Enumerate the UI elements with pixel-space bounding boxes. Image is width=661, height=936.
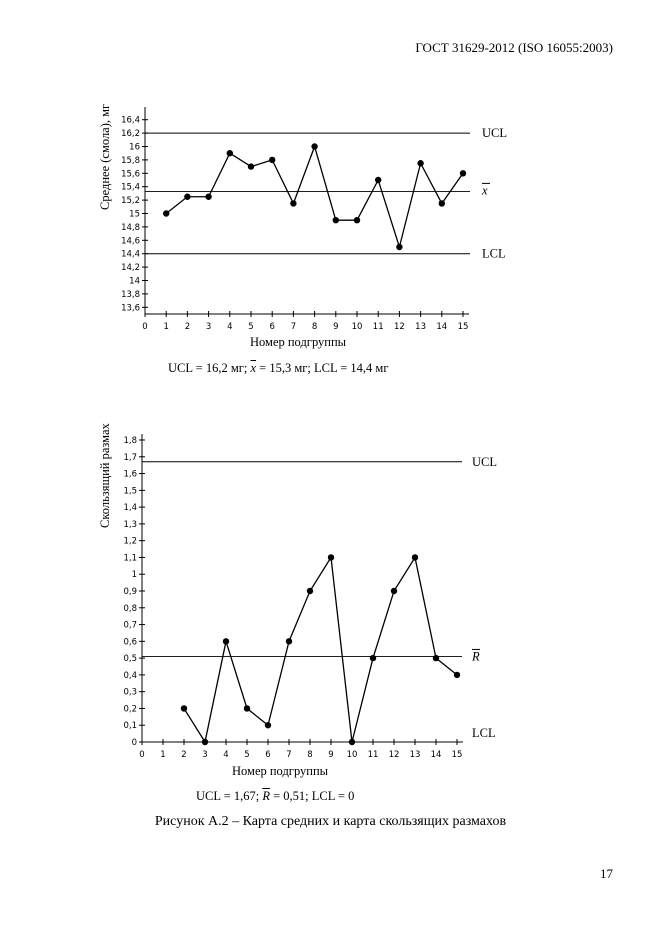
chart1-y-tick-label: 14,6 xyxy=(121,236,140,247)
chart2-formula-center: = 0,51; LCL = 0 xyxy=(273,789,355,803)
chart1-x-tick-label: 14 xyxy=(436,322,448,332)
chart1-y-axis-label: Среднее (смола), мг xyxy=(98,103,112,210)
chart2-x-tick-label: 6 xyxy=(265,750,271,760)
chart2-x-tick-label: 1 xyxy=(160,750,166,760)
chart1-x-tick-label: 11 xyxy=(372,322,384,332)
chart2-data-point xyxy=(454,672,460,678)
figure-caption: Рисунок А.2 – Карта средних и карта скользящих размахов xyxy=(154,814,507,829)
chart2-data-point xyxy=(181,705,187,711)
chart2-x-tick-label: 12 xyxy=(388,750,400,760)
chart2-y-tick-label: 0,4 xyxy=(123,670,137,681)
chart1-y-tick-label: 15,8 xyxy=(121,155,140,166)
chart2-x-tick-label: 5 xyxy=(244,750,250,760)
chart2-data-point xyxy=(223,638,229,644)
chart2-x-tick-label: 10 xyxy=(346,750,358,760)
chart2-x-axis-label: Номер подгруппы xyxy=(232,764,329,778)
chart2-x-tick-label: 9 xyxy=(328,750,334,760)
chart2-y-tick-label: 1 xyxy=(131,570,137,581)
chart2-x-tick-label: 7 xyxy=(286,750,292,760)
chart2-y-tick-label: 1,6 xyxy=(123,469,137,480)
chart1-y-tick-label: 15,6 xyxy=(121,169,140,180)
chart1-x-tick-label: 1 xyxy=(163,322,169,332)
chart2-x-tick-label: 13 xyxy=(409,750,421,760)
chart1-y-tick-label: 16,4 xyxy=(121,115,140,126)
chart2-y-tick-label: 0,6 xyxy=(123,637,137,648)
chart2-y-tick-label: 1,4 xyxy=(123,503,137,514)
chart1-y-tick-label: 14,4 xyxy=(121,249,140,260)
chart2-data-point xyxy=(391,588,397,594)
chart1-lcl-label: LCL xyxy=(482,246,506,261)
chart1-formula-center-symbol: $\overline{x}$ xyxy=(250,361,257,375)
chart2-x-tick-label: 11 xyxy=(367,750,379,760)
chart2-y-tick-label: 0,3 xyxy=(123,687,137,698)
chart1-y-tick-label: 13,8 xyxy=(121,289,140,300)
page-number: 17 xyxy=(600,866,613,881)
chart2-center-label: R xyxy=(472,649,480,664)
chart1-x-tick-label: 2 xyxy=(184,322,191,332)
chart1-y-tick-label: 14,2 xyxy=(121,263,140,274)
chart2-data-point xyxy=(307,588,313,594)
chart2-data-point xyxy=(412,554,418,560)
chart2-y-tick-label: 0,9 xyxy=(123,587,137,597)
chart2-y-tick-label: 1,3 xyxy=(123,519,137,530)
chart1-formula-center: = 15,3 мг; LCL = 14,4 мг xyxy=(259,361,389,375)
chart1-x-tick-label: 7 xyxy=(290,322,297,332)
chart2-formula xyxy=(196,789,354,804)
chart1-x-tick-label: 5 xyxy=(248,322,254,332)
chart2-y-tick-label: 0,1 xyxy=(123,721,137,732)
chart1-y-tick-label: 15,4 xyxy=(121,182,140,193)
chart2-y-axis-label: Скользящий размах xyxy=(98,423,112,528)
chart2-data-point xyxy=(244,705,250,711)
chart2-formula-ucl: UCL = 1,67; xyxy=(196,789,260,803)
chart2-data-point xyxy=(370,655,376,661)
chart2-x-tick-label: 14 xyxy=(430,750,442,760)
chart2-data-point xyxy=(286,638,292,644)
chart2-x-tick-label: 3 xyxy=(202,750,208,760)
chart1-formula-ucl: UCL = 16,2 мг; xyxy=(168,361,248,375)
chart2-x-tick-label: 2 xyxy=(181,750,187,760)
chart2-y-tick-label: 1,5 xyxy=(123,486,137,497)
chart2-data-point xyxy=(265,722,271,728)
chart1-x-tick-label: 9 xyxy=(333,322,339,332)
chart1-x-tick-label: 15 xyxy=(457,322,469,332)
chart1-x-axis-label: Номер подгруппы xyxy=(250,335,347,349)
chart2-y-tick-label: 0,5 xyxy=(123,654,137,665)
chart1-x-tick-label: 6 xyxy=(269,322,275,332)
chart2-x-tick-label: 8 xyxy=(307,750,313,760)
chart1-y-tick-label: 16 xyxy=(129,142,140,153)
chart2-data-point xyxy=(433,655,439,661)
chart1-x-tick-label: 0 xyxy=(142,322,148,332)
chart2-y-tick-label: 1,2 xyxy=(123,536,137,547)
chart2-y-tick-label: 1,8 xyxy=(123,436,137,446)
chart1-y-tick-label: 13,6 xyxy=(121,303,140,314)
chart1-y-tick-label: 14 xyxy=(129,276,140,287)
chart2-x-tick-label: 0 xyxy=(139,750,145,760)
chart2-series-line xyxy=(184,557,457,742)
chart1-center-label: x xyxy=(482,183,488,198)
chart1-x-tick-label: 10 xyxy=(351,322,363,332)
chart2-y-tick-label: 1,1 xyxy=(123,553,137,564)
chart1-x-tick-label: 4 xyxy=(227,322,233,332)
chart2-data-point xyxy=(202,739,208,745)
chart1-y-tick-label: 15,2 xyxy=(121,196,140,207)
chart2-ucl-label: UCL xyxy=(472,454,497,469)
chart2-y-tick-label: 0,8 xyxy=(123,603,137,614)
chart2-x-tick-label: 15 xyxy=(451,750,463,760)
chart2-x-tick-label: 4 xyxy=(223,750,229,760)
chart1-x-tick-label: 13 xyxy=(415,322,427,332)
chart1-x-tick-label: 8 xyxy=(311,322,318,332)
chart2-formula-center-symbol: $\overline{R}$ xyxy=(262,789,270,803)
chart1-x-tick-label: 12 xyxy=(393,322,405,332)
chart2-data-point xyxy=(328,554,334,560)
document-header: ГОСТ 31629-2012 (ISO 16055:2003) xyxy=(415,40,613,55)
chart1-y-tick-label: 15 xyxy=(129,209,140,220)
chart1-y-tick-label: 16,2 xyxy=(121,129,140,140)
chart1-y-tick-label: 14,8 xyxy=(121,222,140,233)
chart2-data-point xyxy=(349,739,355,745)
chart2-y-tick-label: 0 xyxy=(131,738,137,748)
chart1-x-tick-label: 3 xyxy=(205,322,212,332)
chart2-lcl-label: LCL xyxy=(472,726,496,740)
chart2-y-tick-label: 0,7 xyxy=(123,620,137,631)
chart1-ucl-label: UCL xyxy=(482,126,507,141)
chart2-y-tick-label: 0,2 xyxy=(123,704,137,715)
chart2-y-tick-label: 1,7 xyxy=(123,452,137,463)
